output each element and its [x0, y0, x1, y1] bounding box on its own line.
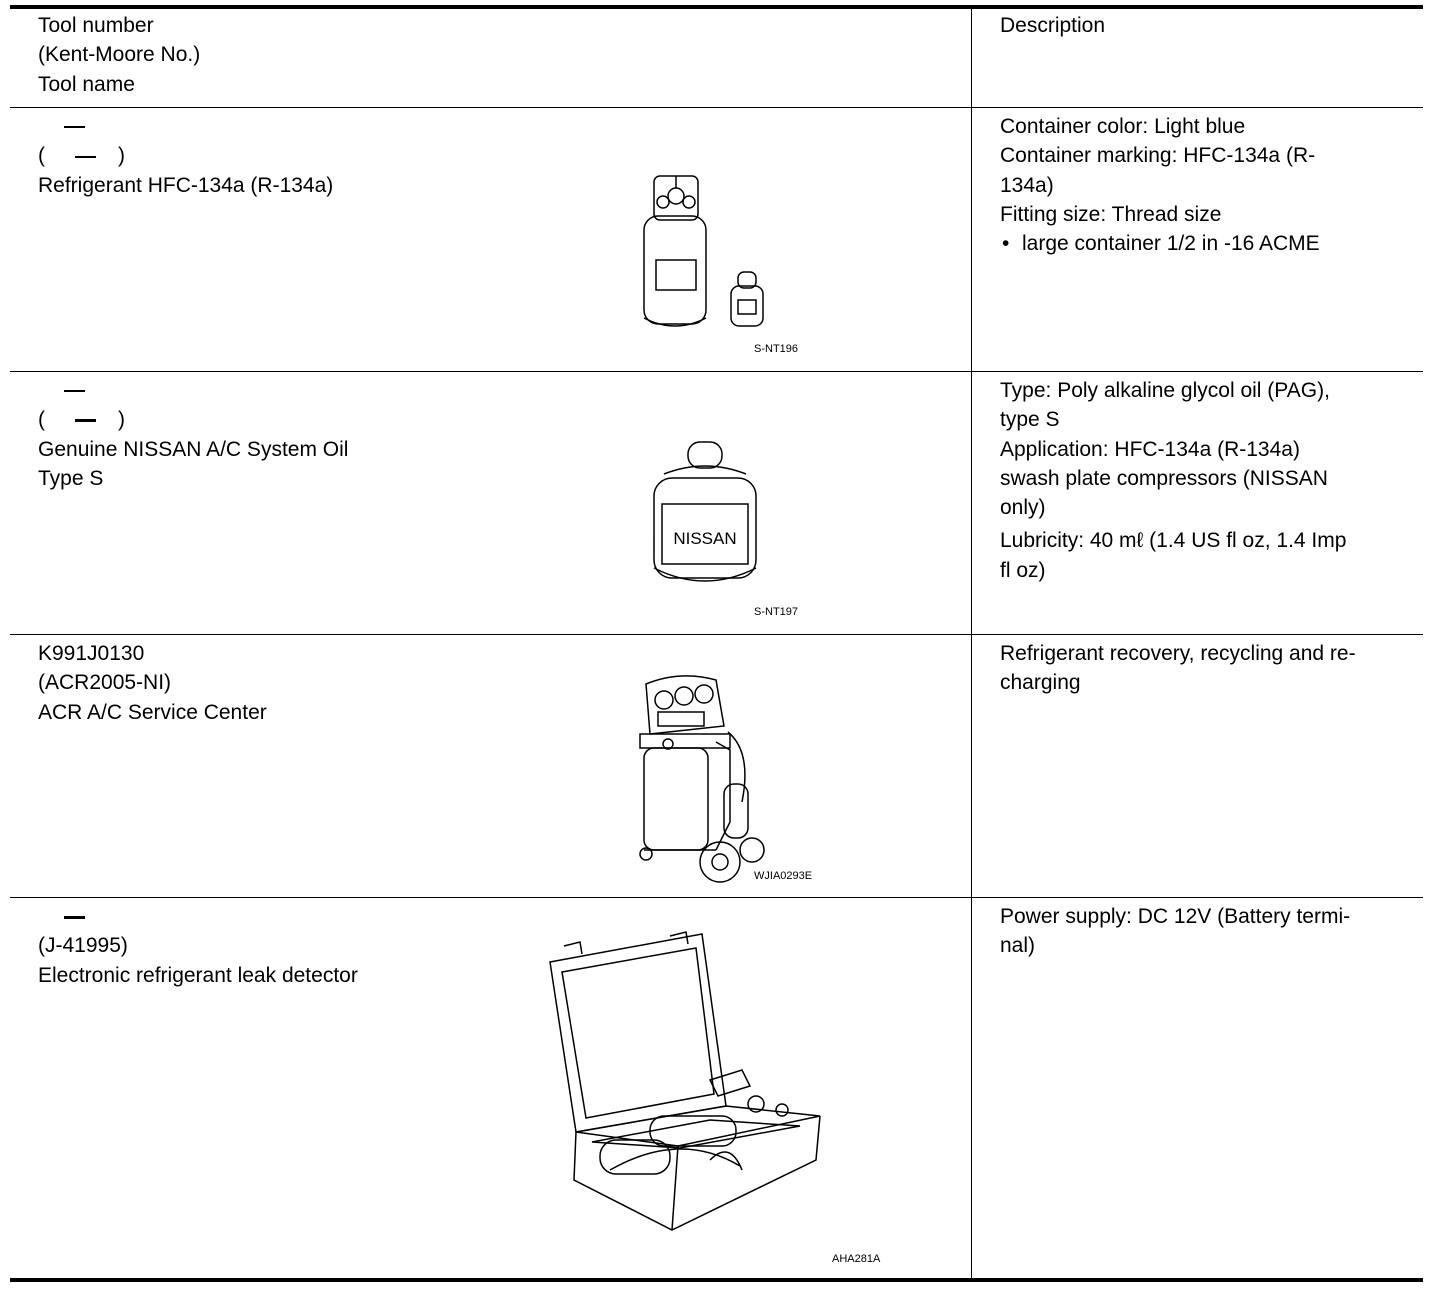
description-line: swash plate compressors (NISSAN [1000, 466, 1328, 490]
description-line: Power supply: DC 12V (Battery termi- [1000, 905, 1351, 928]
table-top-rule [10, 5, 1423, 9]
description-line: nal) [1000, 934, 1036, 958]
figure-code: AHA281A [832, 1253, 881, 1265]
description-line: type S [1000, 408, 1060, 432]
header-bottom-rule [10, 107, 1423, 108]
tool-number [38, 902, 358, 931]
figure-code: S-NT197 [754, 606, 799, 618]
dash-mark [75, 156, 96, 158]
dash-mark [64, 916, 85, 919]
dash-mark [64, 390, 85, 392]
special-service-tools-table [10, 0, 1423, 1290]
description-line: Container marking: HFC-134a (R- [1000, 144, 1316, 168]
tool-name: Genuine NISSAN A/C System Oil [38, 437, 349, 461]
leak-detector-case-figure [530, 920, 830, 1240]
refrigerant-container-figure [630, 168, 780, 338]
tool-name: Type S [38, 466, 104, 490]
column-divider [971, 8, 972, 1279]
dash-mark [64, 126, 85, 128]
row-3-description [1000, 639, 1410, 698]
description-line: only) [1000, 496, 1046, 520]
description-line: charging [1000, 671, 1081, 695]
tool-name: Electronic refrigerant leak detector [38, 963, 358, 987]
description-line: Refrigerant recovery, recycling and re- [1000, 642, 1356, 665]
description-bullet: • large container 1/2 in -16 ACME [1000, 229, 1410, 258]
description-line: fl oz) [1000, 558, 1046, 582]
row-4-tool [38, 902, 358, 990]
row-divider [10, 897, 1423, 898]
tool-number [38, 376, 348, 405]
kent-moore-number: ( ) [38, 144, 125, 168]
description-line: 134a) [1000, 173, 1054, 197]
row-4-description [1000, 902, 1410, 961]
header-description: Description [1000, 14, 1106, 37]
table-bottom-rule [10, 1278, 1423, 1282]
description-line: Type: Poly alkaline glycol oil (PAG), [1000, 379, 1330, 402]
tool-number: K991J0130 [38, 642, 145, 665]
header-tool-number: Tool number [38, 14, 154, 37]
figure-code: S-NT196 [754, 343, 799, 355]
description-line: Fitting size: Thread size [1000, 202, 1222, 226]
tool-number [38, 112, 333, 141]
dash-mark [75, 419, 96, 422]
description-line: Container color: Light blue [1000, 115, 1246, 138]
row-1-description [1000, 112, 1410, 258]
kent-moore-number: (J-41995) [38, 934, 128, 958]
description-line: Application: HFC-134a (R-134a) [1000, 437, 1300, 461]
description-line: Lubricity: 40 mℓ (1.4 US fl oz, 1.4 Imp [1000, 529, 1347, 553]
row-2-description [1000, 376, 1410, 585]
row-3-tool [38, 639, 267, 727]
figure-code: WJIA0293E [754, 870, 813, 882]
kent-moore-number: (ACR2005-NI) [38, 671, 172, 695]
oil-can-label: NISSAN [673, 529, 737, 548]
header-tool-column [38, 11, 200, 99]
header-tool-name: Tool name [38, 72, 135, 96]
acr-service-center-figure [620, 672, 770, 892]
tool-name: Refrigerant HFC-134a (R-134a) [38, 173, 334, 197]
header-kent-moore: (Kent-Moore No.) [38, 43, 201, 67]
row-1-tool [38, 112, 333, 200]
tool-name: ACR A/C Service Center [38, 700, 267, 724]
row-divider [10, 634, 1423, 635]
oil-container-figure [640, 438, 770, 598]
row-divider [10, 371, 1423, 372]
kent-moore-number: ( ) [38, 408, 125, 432]
row-2-tool [38, 376, 348, 493]
